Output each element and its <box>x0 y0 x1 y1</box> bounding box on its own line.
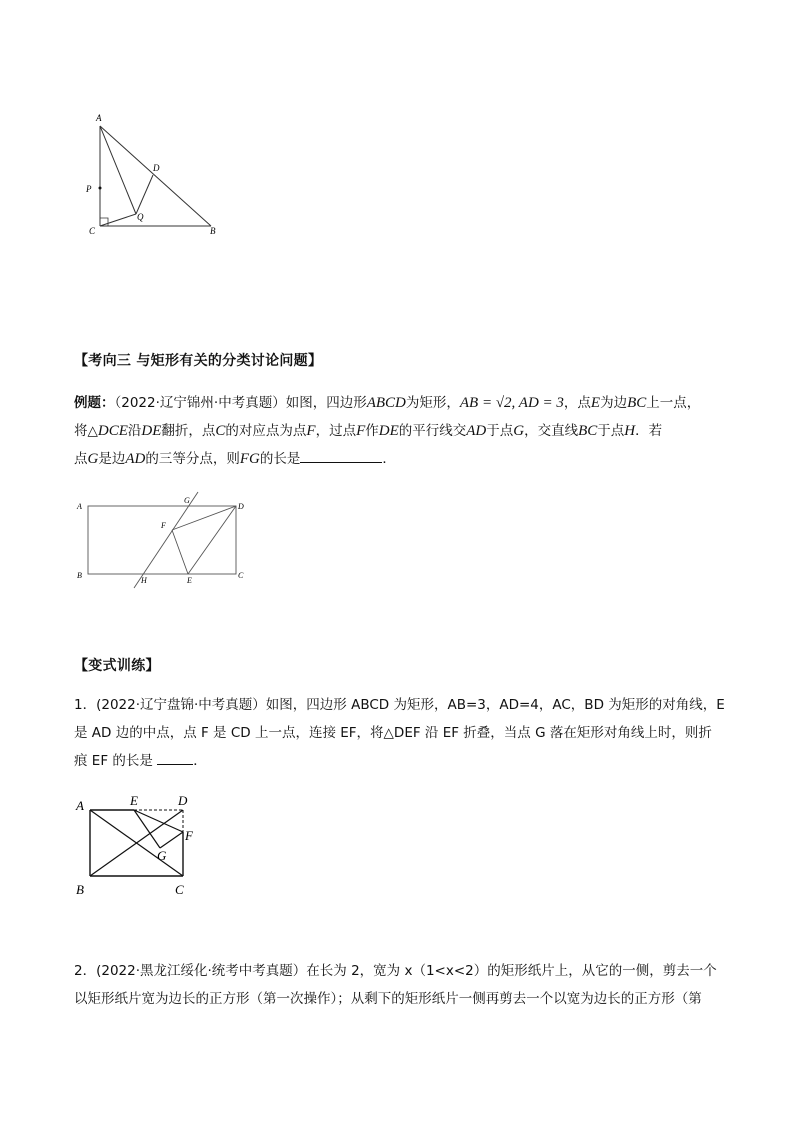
variant-title: 【变式训练】 <box>74 658 160 674</box>
label-a: A <box>96 113 102 123</box>
segment-qd <box>136 175 153 214</box>
label-e: E <box>130 793 138 808</box>
label-c: C <box>175 882 184 897</box>
label-c: C <box>238 571 244 580</box>
label-p: P <box>86 184 92 194</box>
question-2 <box>74 957 734 1013</box>
label-d: D <box>153 163 160 173</box>
example-formula: AB = √2, AD = 3 <box>459 395 564 411</box>
label-a: A <box>76 798 84 813</box>
example-line-1: 例题：（2022·辽宁锦州·中考真题）如图，四边形ABCD为矩形，AB = √2, AD = 3，点E为边BC上一点， <box>74 395 701 411</box>
label-g: G <box>184 496 190 505</box>
example-paragraph <box>74 389 734 473</box>
segment-gf <box>160 832 183 848</box>
rectangle-abcd <box>88 506 236 574</box>
segment-aq <box>100 126 136 214</box>
q1-line-1: 1．(2022·辽宁盘锦·中考真题）如图，四边形 ABCD 为矩形，AB=3，AD=4，AC，BD 为矩形的对角线，E <box>74 697 725 713</box>
label-b: B <box>76 882 84 897</box>
label-d: D <box>238 502 244 511</box>
segment-cq <box>100 214 136 226</box>
label-b: B <box>77 571 82 580</box>
figure-triangle <box>86 108 226 240</box>
answer-blank[interactable] <box>300 462 382 463</box>
figure-rectangle-diagonals <box>72 790 212 898</box>
point-p <box>99 187 102 190</box>
segment-df <box>172 506 236 530</box>
example-label: 例题： <box>74 395 115 411</box>
rectangle-fold-diagram <box>72 492 252 588</box>
q2-line-2: 以矩形纸片宽为边长的正方形（第一次操作）；从剩下的矩形纸片一侧再剪去一个以宽为边长的正方形（第 <box>74 991 702 1007</box>
q1-line-2: 是 AD 边的中点，点 F 是 CD 上一点，连接 EF，将△DEF 沿 EF 折叠，当点 G 落在矩形对角线上时，则折 <box>74 725 712 741</box>
segment-de <box>188 506 236 574</box>
label-b: B <box>210 226 216 236</box>
figure-rectangle-fold <box>72 492 252 588</box>
label-h: H <box>141 576 147 585</box>
segment-fe <box>172 530 188 574</box>
label-a: A <box>77 502 82 511</box>
label-e: E <box>187 576 192 585</box>
section-title: 【考向三 与矩形有关的分类讨论问题】 <box>74 353 323 369</box>
example-line-2: 将△DCE沿DE翻折，点C的对应点为点F，过点F作DE的平行线交AD于点G，交直线BC于点H．若 <box>74 423 663 439</box>
label-f: F <box>185 828 193 843</box>
label-f: F <box>161 521 166 530</box>
triangle-diagram <box>86 108 226 240</box>
question-1 <box>74 691 734 775</box>
q1-line-3: 痕 EF 的长是 ． <box>74 753 207 769</box>
q2-line-1: 2．(2022·黑龙江绥化·统考中考真题）在长为 2，宽为 x（1<x<2）的矩形纸片上，从它的一侧，剪去一个 <box>74 963 717 979</box>
segment-ab <box>100 126 211 226</box>
label-d: D <box>178 793 188 808</box>
label-g: G <box>157 848 167 863</box>
q1-answer-blank[interactable] <box>157 764 193 765</box>
example-line-3: 点G是边AD的三等分点，则FG的长是 ． <box>74 451 396 467</box>
label-q: Q <box>137 212 144 222</box>
rectangle-diagonals-diagram <box>72 790 212 898</box>
label-c: C <box>89 226 96 236</box>
